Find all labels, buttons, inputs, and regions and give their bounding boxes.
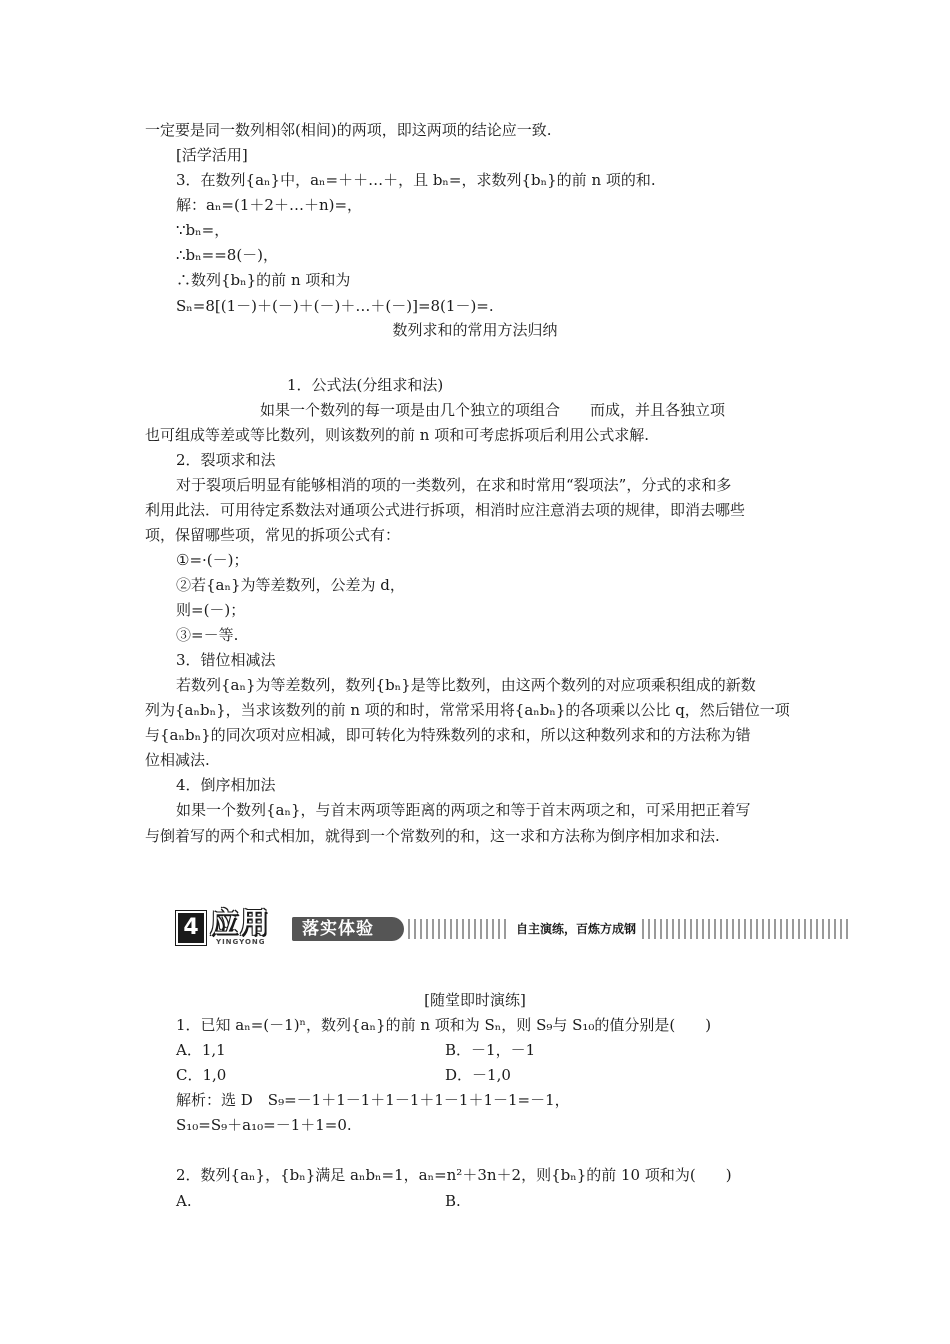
text-line: ②若{aₙ}为等差数列，公差为 d， [176, 576, 405, 594]
text-line: 位相减法. [145, 751, 210, 769]
text-line: D．－1,0 [445, 1066, 511, 1084]
text-line: 4．倒序相加法 [176, 776, 276, 794]
text-line: 1．公式法(分组求和法) [287, 376, 444, 394]
text-line: ∴数列{bₙ}的前 n 项和为 [176, 271, 351, 289]
text-line: ①=·(－)； [176, 551, 249, 569]
text-line: 如果一个数列的每一项是由几个独立的项组合 而成，并且各独立项 [260, 401, 726, 419]
text-line: 如果一个数列{aₙ}，与首末两项等距离的两项之和等于首末两项之和，可采用把正着写 [176, 801, 751, 819]
text-line: 与{aₙbₙ}的同次项对应相减，即可转化为特殊数列的求和，所以这种数列求和的方法称为错 [145, 726, 751, 744]
text-line: 3．错位相减法 [176, 651, 276, 669]
text-line: B．－1，－1 [445, 1041, 536, 1059]
text-line: 则=(－)； [176, 601, 246, 619]
banner-pinyin: YINGYONG [216, 938, 266, 946]
text-line: 2．裂项求和法 [176, 451, 276, 469]
text-line: 一定要是同一数列相邻(相间)的两项，即这两项的结论应一致. [145, 121, 552, 139]
text-line: 1．已知 aₙ=(－1)ⁿ，数列{aₙ}的前 n 项和为 Sₙ，则 S₉与 S₁₀的值分别是( ) [176, 1016, 712, 1034]
text-line: [活学活用] [176, 146, 248, 164]
text-line: ∵bₙ=， [176, 221, 230, 239]
text-line: ③=－等. [176, 626, 239, 644]
text-line: B. [445, 1192, 461, 1210]
text-line: 列为{aₙbₙ}，当求该数列的前 n 项的和时，常常采用将{aₙbₙ}的各项乘以公比 q，然后错位一项 [145, 701, 790, 719]
text-line: Sₙ=8[(1－)＋(－)＋(－)＋…＋(－)]=8(1－)=. [176, 297, 494, 315]
banner-slogan: 自主演练，百炼方成钢 [510, 919, 642, 939]
text-line: A．1,1 [176, 1041, 226, 1059]
text-line: 项，保留哪些项，常见的拆项公式有： [145, 526, 401, 544]
text-line: 利用此法．可用待定系数法对通项公式进行拆项，相消时应注意消去项的规律，即消去哪些 [145, 501, 746, 519]
text-line: C．1,0 [176, 1066, 227, 1084]
text-line: 对于裂项后明显有能够相消的项的一类数列，在求和时常用“裂项法”，分式的求和多 [176, 476, 732, 494]
text-line: 3．在数列{aₙ}中，aₙ=＋＋…＋，且 bₙ=，求数列{bₙ}的前 n 项的和. [176, 171, 656, 189]
text-line: 与倒着写的两个和式相加，就得到一个常数列的和，这一求和方法称为倒序相加求和法. [145, 827, 720, 845]
banner-tag [292, 917, 404, 941]
text-line: 解析：选 D S₉=－1＋1－1＋1－1＋1－1＋1－1=－1， [176, 1091, 570, 1109]
text-line: 解：aₙ=(1＋2＋…＋n)=， [176, 196, 363, 214]
text-line: 也可组成等差或等比数列，则该数列的前 n 项和可考虑拆项后利用公式求解. [145, 426, 649, 444]
text-line: A. [176, 1192, 192, 1210]
section-heading-practice: [随堂即时演练] [424, 991, 526, 1009]
banner-number: 4 [176, 911, 206, 945]
banner-tag-text: 落实体验 [302, 919, 374, 939]
text-line: S₁₀=S₉＋a₁₀=－1＋1=0. [176, 1116, 352, 1134]
section-banner [176, 905, 848, 945]
banner-title: 应用 [210, 906, 271, 939]
section-heading-summary: 数列求和的常用方法归纳 [392, 321, 558, 339]
text-line: 若数列{aₙ}为等差数列，数列{bₙ}是等比数列，由这两个数列的对应项乘积组成的新数 [176, 676, 756, 694]
text-line: ∴bₙ==8(－)， [176, 246, 279, 264]
text-line: 2．数列{aₙ}，{bₙ}满足 aₙbₙ=1，aₙ=n²＋3n＋2，则{bₙ}的前 10 项和为( ) [176, 1166, 732, 1184]
